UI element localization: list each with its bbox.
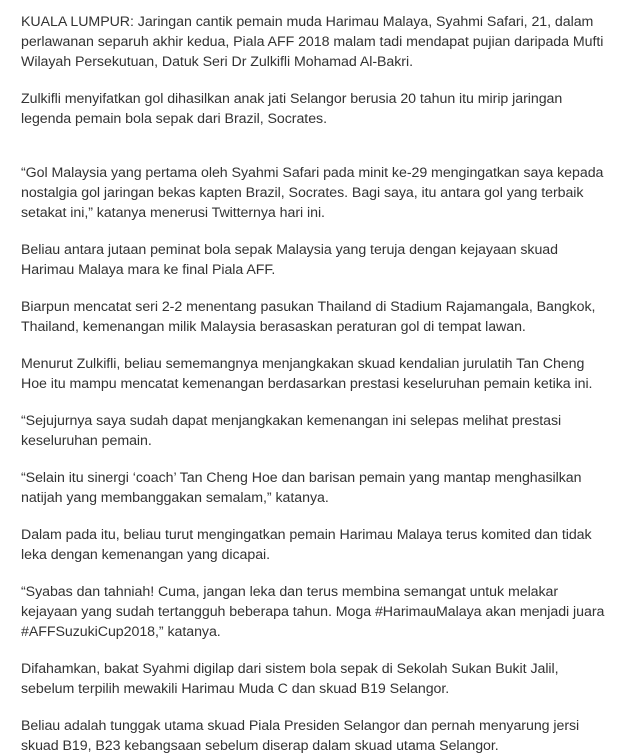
article-paragraph: Biarpun mencatat seri 2-2 menentang pasukan Thailand di Stadium Rajamangala, Bangkok, Thailand, kemenangan milik Malaysia berasaskan peraturan gol di tempat lawan. — [21, 299, 596, 335]
article-body — [21, 12, 633, 756]
article-paragraph: “Selain itu sinergi ‘coach’ Tan Cheng Hoe dan barisan pemain yang mantap menghasilkan natijah yang membanggakan semalam,” katanya. — [21, 470, 582, 506]
article-paragraph: Beliau antara jutaan peminat bola sepak Malaysia yang teruja dengan kejayaan skuad Harimau Malaya mara ke final Piala AFF. — [21, 242, 558, 278]
article-paragraph: Beliau adalah tunggak utama skuad Piala Presiden Selangor dan pernah menyarung jersi skuad B19, B23 kebangsaan sebelum diserap dalam skuad utama Selangor. — [21, 718, 580, 754]
article-paragraph: Dalam pada itu, beliau turut mengingatkan pemain Harimau Malaya terus komited dan tidak leka dengan kemenangan yang dicapai. — [21, 527, 592, 563]
article-paragraph: Menurut Zulkifli, beliau sememangnya menjangkakan skuad kendalian jurulatih Tan Cheng Hoe itu mampu mencatat kemenangan berdasarkan prestasi keseluruhan pemain ketika ini. — [21, 356, 593, 392]
article-paragraph: “Syabas dan tahniah! Cuma, jangan leka dan terus membina semangat untuk melakar kejayaan yang sudah tertangguh beberapa tahun. Moga #HarimauMalaya akan menjadi juara #AFFSuzukiCup2018,” katanya. — [21, 584, 605, 640]
article-paragraph: “Sejujurnya saya sudah dapat menjangkakan kemenangan ini selepas melihat prestasi keseluruhan pemain. — [21, 413, 562, 449]
article-paragraph: Difahamkan, bakat Syahmi digilap dari sistem bola sepak di Sekolah Sukan Bukit Jalil, sebelum terpilih mewakili Harimau Muda C dan skuad B19 Selangor. — [21, 661, 559, 697]
article-paragraph: Zulkifli menyifatkan gol dihasilkan anak jati Selangor berusia 20 tahun itu mirip jaringan legenda pemain bola sepak dari Brazil, Socrates. — [21, 91, 563, 127]
article-paragraph: KUALA LUMPUR: Jaringan cantik pemain muda Harimau Malaya, Syahmi Safari, 21, dalam perlawanan separuh akhir kedua, Piala AFF 2018 malam tadi mendapat pujian daripada Mufti Wilayah Persekutuan, Datuk Seri Dr Zulkifli Mohamad Al-Bakri. — [21, 14, 604, 70]
article-paragraph: “Gol Malaysia yang pertama oleh Syahmi Safari pada minit ke-29 mengingatkan saya kepada nostalgia gol jaringan bekas kapten Brazil, Socrates. Bagi saya, itu antara gol yang terbaik setakat ini,” katanya menerusi Twitternya hari ini. — [21, 165, 604, 221]
